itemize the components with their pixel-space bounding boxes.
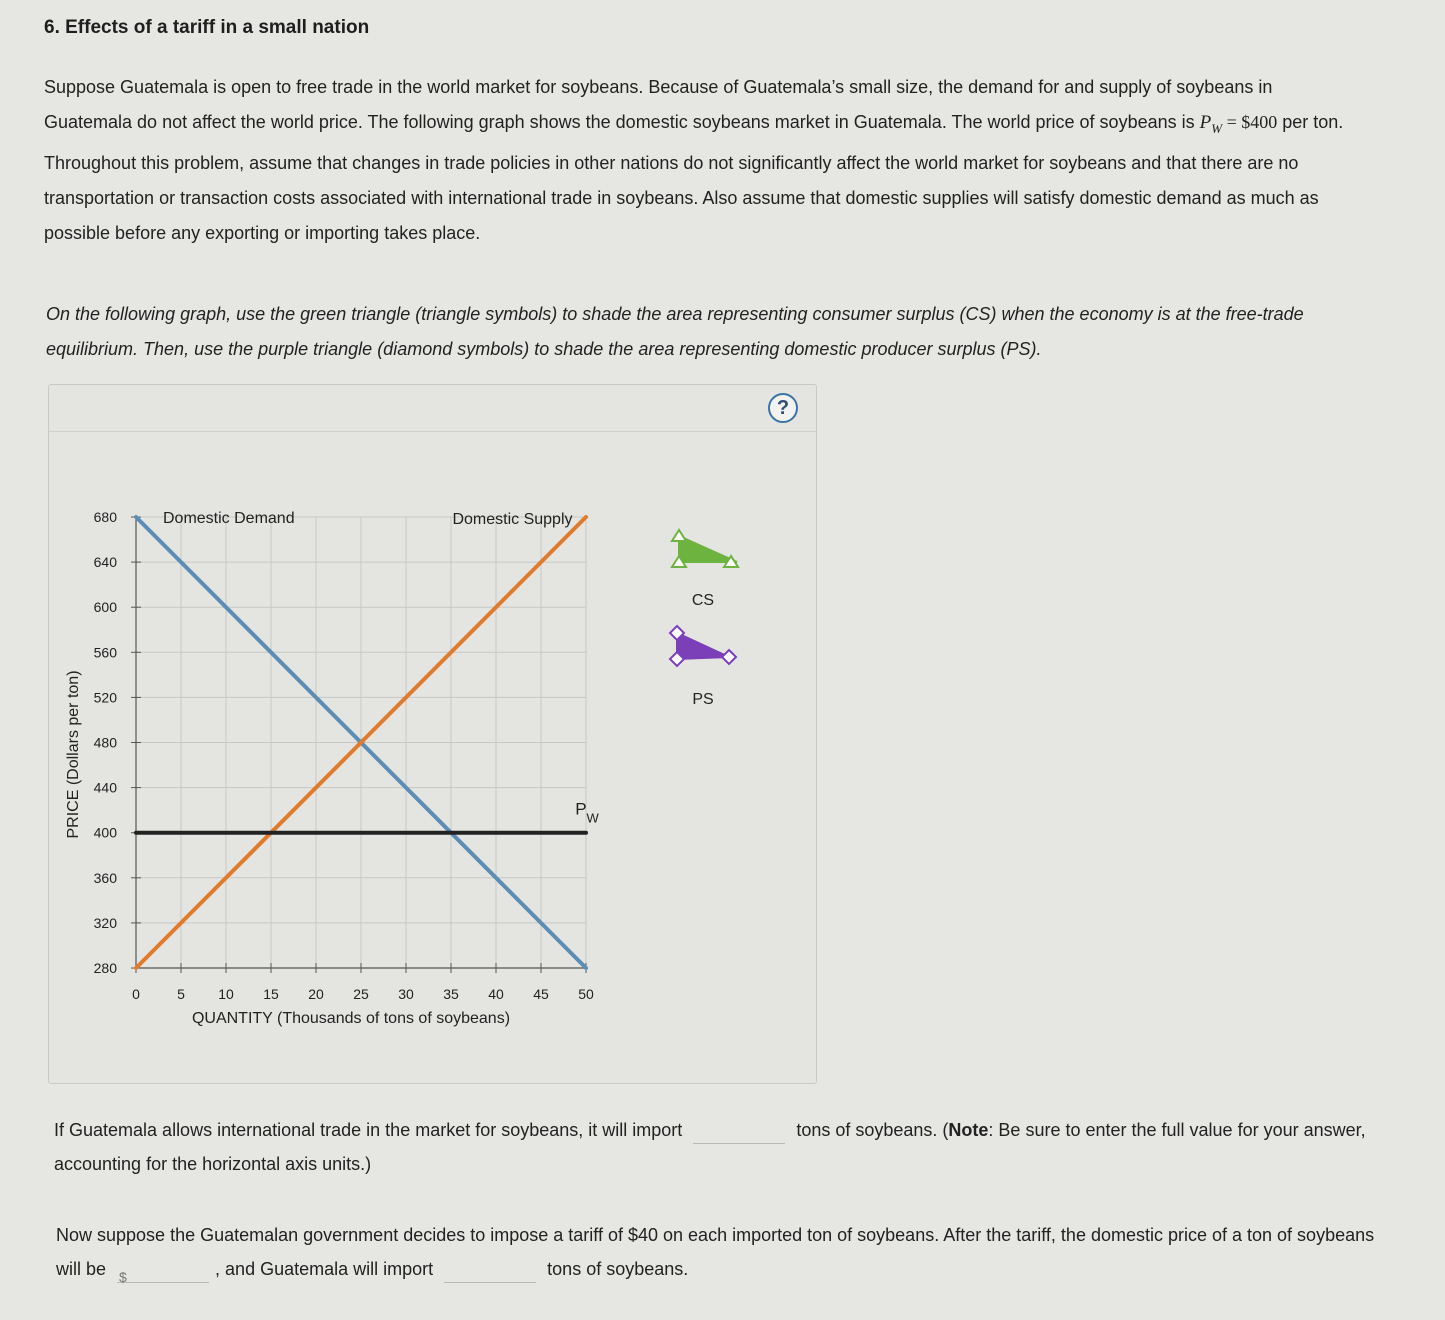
x-tick-label: 35 (443, 986, 459, 1002)
y-tick-labels (94, 509, 118, 976)
x-tick-label: 0 (132, 986, 140, 1002)
y-tick-label: 400 (93, 824, 117, 841)
tariff-import-field[interactable] (444, 1258, 536, 1283)
tariff-question-unit: tons of soybeans. (547, 1259, 689, 1279)
y-tick-label: 280 (93, 960, 117, 976)
y-tick-label: 600 (93, 599, 117, 616)
intro-text-part2: per ton. Throughout this problem, assume that changes in trade policies in other nations do not significantly affect the world market for soybeans and that there are no transportation or transaction costs associated with international trade in soybeans. Also assume that domestic supplies will satisfy domestic demand as much as possible before any exporting or importing takes place. (44, 112, 1344, 243)
import-question (54, 1113, 1384, 1181)
cs-tool[interactable] (672, 530, 738, 609)
help-icon[interactable]: ? (768, 393, 798, 423)
tariff-question (56, 1218, 1386, 1286)
diamond-handle-icon (722, 650, 736, 664)
y-axis-label: PRICE (Dollars per ton) (65, 670, 82, 839)
supply-label: Domestic Supply (452, 511, 573, 528)
x-tick-label: 40 (488, 986, 504, 1002)
note-text: : Be sure to enter the full value for your answer, accounting for the horizontal axis units.) (54, 1120, 1366, 1174)
x-tick-label: 5 (177, 986, 185, 1002)
graph-tool-panel (48, 384, 817, 1084)
tariff-question-text: Now suppose the Guatemalan government decides to impose a tariff of $40 on each imported ton of soybeans. After the tariff, the domestic price of a ton of soybeans will be (56, 1225, 1375, 1279)
y-tick-label: 320 (93, 914, 117, 931)
x-tick-label: 20 (308, 986, 324, 1002)
diamond-shape-icon (677, 633, 729, 659)
note-label: Note (948, 1120, 989, 1140)
x-tick-label: 10 (218, 986, 234, 1002)
currency-symbol: $ (119, 1268, 127, 1285)
graph-instructions: On the following graph, use the green triangle (triangle symbols) to shade the area representing consumer surplus (CS) when the economy is at the free-trade equilibrium. Then, use the purple triangle (diamond symbols) to shade the area representing domestic producer surplus (PS). (46, 304, 1304, 359)
x-tick-label: 45 (533, 986, 549, 1002)
curve-labels (163, 510, 600, 826)
x-tick-label: 25 (353, 986, 369, 1002)
y-tick-label: 680 (93, 509, 117, 525)
import-question-text: If Guatemala allows international trade in the market for soybeans, it will import (54, 1120, 683, 1140)
triangle-shape-icon (679, 536, 737, 562)
world-price-value: = $400 (1222, 112, 1278, 132)
intro-text-part1: Suppose Guatemala is open to free trade in the world market for soybeans. Because of Guatemala’s small size, the demand for and supply of soybeans in Guatemala do not affect the world price. The following graph shows the domestic soybeans market in Guatemala. The world price of soybeans is (44, 77, 1273, 132)
tariff-question-middle: , and Guatemala will import (215, 1259, 434, 1279)
demand-label: Domestic Demand (163, 510, 295, 527)
x-tick-labels (132, 986, 594, 1002)
y-tick-label: 440 (93, 779, 117, 796)
x-tick-label: 15 (263, 986, 279, 1002)
import-quantity-input[interactable] (693, 1125, 789, 1151)
market-graph[interactable] (49, 385, 816, 1083)
domestic-price-input[interactable] (117, 1265, 209, 1289)
import-quantity-field[interactable] (693, 1119, 785, 1144)
x-axis-label: QUANTITY (Thousands of tons of soybeans) (191, 1010, 511, 1027)
intro-paragraph (44, 70, 1364, 251)
domestic-price-field[interactable] (117, 1258, 209, 1283)
tariff-import-input[interactable] (444, 1264, 540, 1290)
x-tick-label: 30 (398, 986, 414, 1002)
y-tick-label: 560 (93, 644, 117, 661)
question-title: 6. Effects of a tariff in a small nation (44, 17, 370, 38)
triangle-handle-icon (672, 530, 686, 541)
ps-tool[interactable] (670, 626, 736, 708)
x-tick-label: 50 (578, 986, 594, 1002)
ps-label: PS (692, 691, 714, 708)
cs-label: CS (691, 592, 715, 609)
y-tick-label: 480 (93, 734, 117, 751)
y-tick-label: 360 (93, 869, 117, 886)
y-tick-label: 640 (93, 554, 117, 571)
world-price-symbol: $P_W$ (1199, 112, 1223, 136)
world-price-label: $P_W$ (575, 799, 599, 826)
y-tick-label: 520 (93, 689, 117, 706)
import-question-unit: tons of soybeans. ( (796, 1120, 949, 1140)
